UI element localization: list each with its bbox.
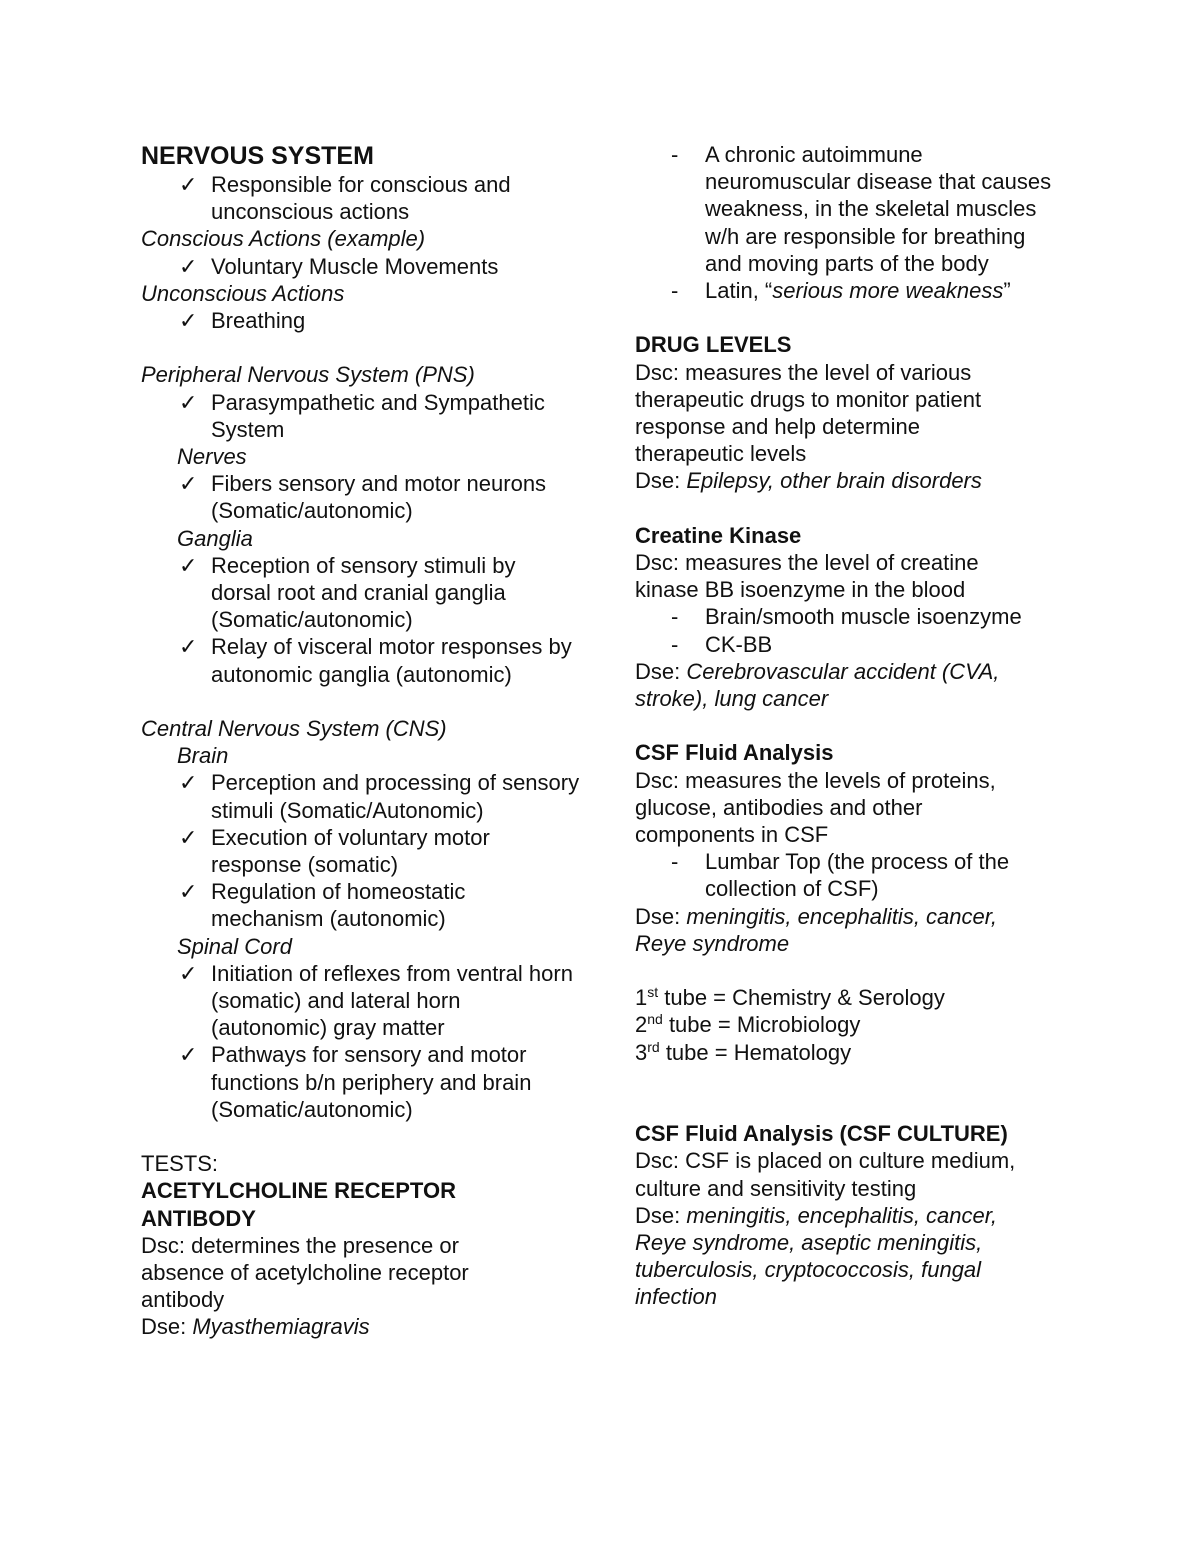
dse-value: meningitis, encephalitis, cancer, Reye syndrome — [635, 903, 997, 956]
item-text: A chronic autoimmune neuromuscular disease that causes weakness, in the skeletal muscles w/h are responsible for breathing and moving parts of the body — [705, 142, 1052, 276]
checkmark-icon: ✓ — [179, 634, 198, 660]
tube-number: 2 — [635, 1012, 648, 1038]
dse-value: Myasthemiagravis — [192, 1314, 370, 1340]
latin-value: serious more weakness — [772, 278, 1004, 304]
test-description: Dsc: measures the level of creatine kinase BB isoenzyme in the blood — [635, 550, 979, 603]
check-item — [141, 171, 581, 225]
dse-label: Dse: — [635, 1202, 687, 1228]
dse-value: meningitis, encephalitis, cancer, Reye syndrome, aseptic meningitis, tuberculosis, cryptococcosis, fungal infection — [635, 1202, 997, 1310]
tube-line — [635, 1039, 1075, 1066]
spacer — [635, 1066, 1075, 1093]
test-title: CSF Fluid Analysis (CSF CULTURE) — [635, 1121, 1008, 1147]
dse-label: Dse: — [635, 658, 687, 684]
subsection-heading: Spinal Cord — [177, 933, 292, 959]
test-title: Creatine Kinase — [635, 522, 802, 548]
item-text: Lumbar Top (the process of the collection of CSF) — [705, 849, 1010, 902]
spacer — [141, 688, 581, 715]
dash-icon: - — [671, 142, 679, 167]
subsection-heading: Ganglia — [177, 525, 253, 551]
checkmark-icon: ✓ — [179, 552, 198, 578]
tests-label: TESTS: — [141, 1151, 219, 1177]
test-disease — [635, 903, 1035, 957]
check-item — [141, 470, 581, 524]
tube-ordinal: rd — [647, 1038, 660, 1055]
checkmark-icon: ✓ — [179, 471, 198, 497]
checkmark-icon: ✓ — [179, 960, 198, 986]
test-title: CSF Fluid Analysis — [635, 740, 834, 766]
tube-ordinal: nd — [647, 1011, 663, 1028]
section-heading: Conscious Actions (example) — [141, 226, 426, 252]
tube-number: 1 — [635, 985, 648, 1011]
item-text: Fibers sensory and motor neurons (Somatic/autonomic) — [211, 471, 547, 524]
spacer — [635, 495, 1075, 522]
spacer — [635, 1093, 1075, 1120]
check-item — [141, 253, 581, 280]
tube-text: tube = Hematology — [659, 1039, 852, 1065]
spacer — [141, 1123, 581, 1150]
test-description: Dsc: determines the presence or absence of acetylcholine receptor antibody — [141, 1232, 469, 1313]
checkmark-icon: ✓ — [179, 389, 198, 415]
test-disease — [141, 1313, 581, 1340]
item-text: Pathways for sensory and motor functions b/n periphery and brain (Somatic/autonomic) — [211, 1042, 532, 1122]
dash-item — [635, 141, 1065, 277]
item-text: Initiation of reflexes from ventral horn (somatic) and lateral horn (autonomic) gray matter — [211, 960, 573, 1041]
page-title: NERVOUS SYSTEM — [141, 142, 374, 170]
tube-number: 3 — [635, 1039, 648, 1065]
spacer — [635, 957, 1075, 984]
right-column — [635, 141, 1075, 1311]
dash-icon: - — [671, 278, 679, 304]
section-heading: Peripheral Nervous System (PNS) — [141, 362, 475, 388]
check-item — [141, 769, 581, 823]
checkmark-icon: ✓ — [179, 824, 198, 850]
item-text: Brain/smooth muscle isoenzyme — [705, 604, 1022, 630]
test-title: DRUG LEVELS — [635, 332, 792, 358]
item-text: Parasympathetic and Sympathetic System — [211, 389, 545, 442]
section-heading: Unconscious Actions — [141, 280, 345, 306]
tube-line — [635, 1011, 1075, 1038]
checkmark-icon: ✓ — [179, 253, 198, 279]
test-disease — [635, 1202, 1035, 1311]
tube-line — [635, 984, 1075, 1011]
item-text: CK-BB — [705, 631, 773, 657]
dash-item — [635, 631, 1075, 658]
dash-item — [635, 848, 1045, 902]
test-disease — [635, 658, 1035, 712]
dse-value: Epilepsy, other brain disorders — [686, 468, 982, 494]
dash-icon: - — [671, 604, 679, 630]
item-text: Relay of visceral motor responses by autonomic ganglia (autonomic) — [211, 634, 572, 687]
subsection-heading: Nerves — [177, 444, 247, 470]
test-description: Dsc: measures the level of various therapeutic drugs to monitor patient response and help determine therapeutic levels — [635, 359, 982, 467]
check-item — [141, 552, 581, 634]
item-text: Breathing — [211, 308, 306, 334]
checkmark-icon: ✓ — [179, 1042, 198, 1068]
test-description: Dsc: CSF is placed on culture medium, culture and sensitivity testing — [635, 1148, 1016, 1201]
item-text: Responsible for conscious and unconscious actions — [211, 172, 511, 225]
item-text: Perception and processing of sensory stimuli (Somatic/Autonomic) — [211, 770, 580, 823]
dse-value: Cerebrovascular accident (CVA, stroke), lung cancer — [635, 658, 1000, 712]
item-text: Regulation of homeostatic mechanism (autonomic) — [211, 879, 466, 932]
checkmark-icon: ✓ — [179, 172, 198, 197]
subsection-heading: Brain — [177, 743, 229, 769]
check-item — [141, 960, 581, 1042]
latin-label: Latin, “ — [705, 278, 773, 304]
spacer — [635, 712, 1075, 739]
tube-ordinal: st — [647, 984, 659, 1001]
item-text: Execution of voluntary motor response (somatic) — [211, 824, 490, 878]
section-heading: Central Nervous System (CNS) — [141, 716, 447, 742]
checkmark-icon: ✓ — [179, 879, 198, 905]
latin-close: ” — [1003, 278, 1011, 304]
check-item — [141, 389, 581, 443]
dse-label: Dse: — [141, 1314, 193, 1340]
left-column — [141, 141, 581, 1341]
spacer — [635, 304, 1075, 331]
check-item — [141, 824, 581, 878]
check-item — [141, 1041, 581, 1123]
tube-text: tube = Microbiology — [662, 1012, 861, 1038]
spacer — [141, 334, 581, 361]
test-description: Dsc: measures the levels of proteins, glucose, antibodies and other components in CSF — [635, 767, 996, 848]
tube-text: tube = Chemistry & Serology — [658, 985, 945, 1011]
item-text: Reception of sensory stimuli by dorsal root and cranial ganglia (Somatic/autonomic) — [211, 552, 516, 633]
dash-icon: - — [671, 849, 679, 875]
dash-item — [635, 277, 1075, 304]
test-title: ACETYLCHOLINE RECEPTOR ANTIBODY — [141, 1178, 456, 1231]
item-text: Voluntary Muscle Movements — [211, 253, 499, 279]
dash-item — [635, 603, 1075, 630]
checkmark-icon: ✓ — [179, 770, 198, 796]
check-item — [141, 633, 581, 687]
dash-icon: - — [671, 631, 679, 657]
checkmark-icon: ✓ — [179, 308, 198, 334]
dse-label: Dse: — [635, 468, 687, 494]
test-disease — [635, 467, 1075, 494]
check-item — [141, 307, 581, 334]
check-item — [141, 878, 581, 932]
dse-label: Dse: — [635, 903, 687, 929]
